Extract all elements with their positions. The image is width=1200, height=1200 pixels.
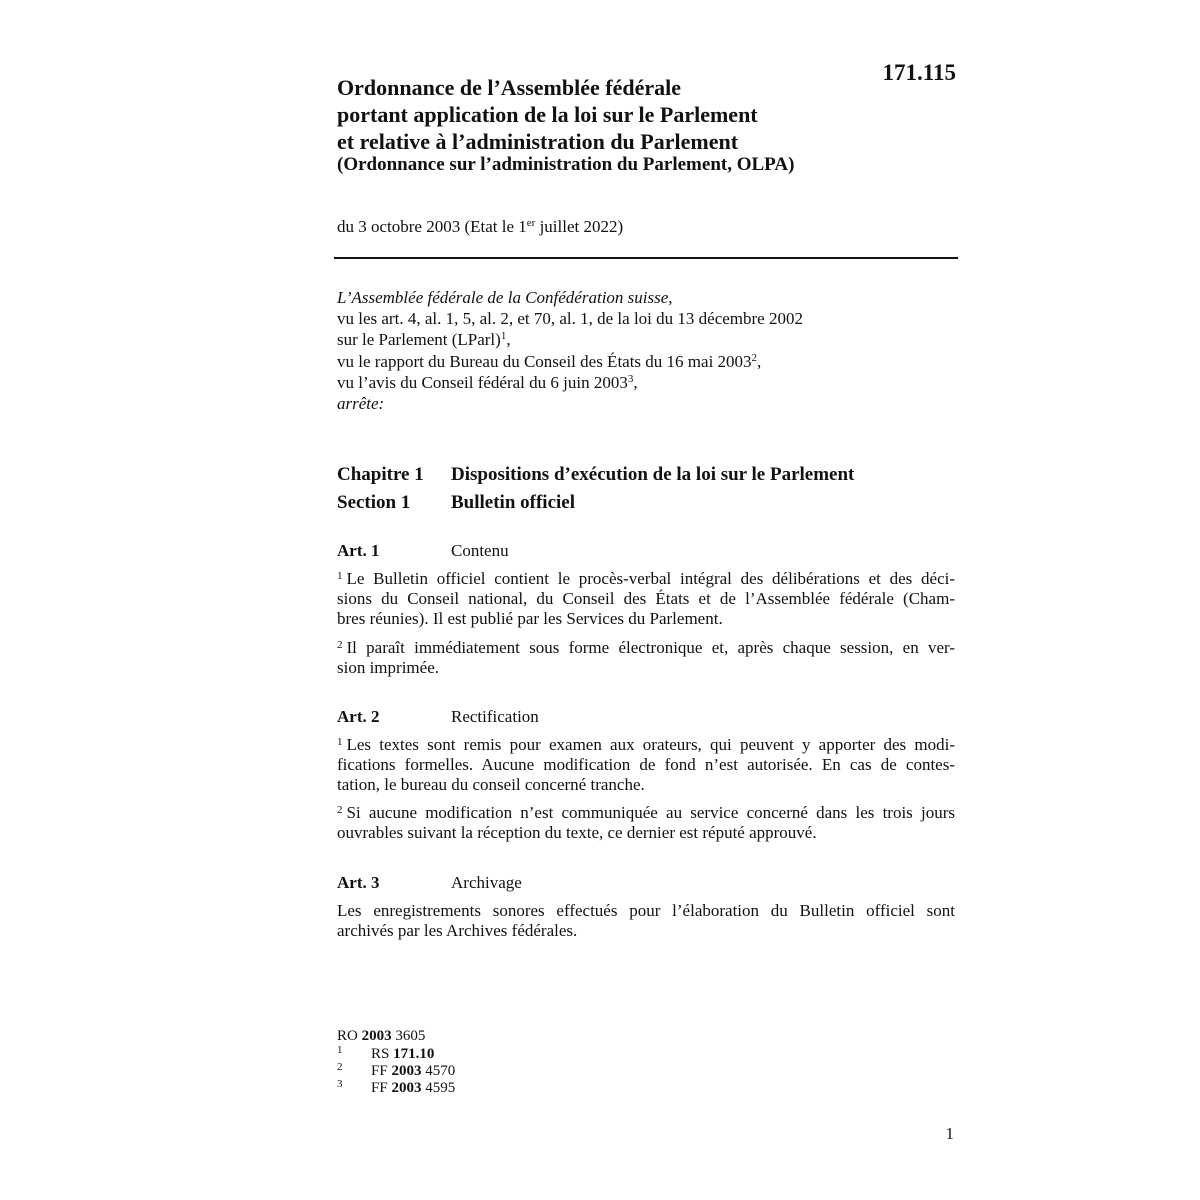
chapter-label: Chapitre 1 — [337, 464, 424, 485]
preamble-line — [337, 372, 957, 393]
title-line: et relative à l’administration du Parlement — [337, 129, 739, 154]
paragraph-line — [337, 569, 955, 589]
chapter-heading — [337, 463, 957, 487]
preamble-authority: L’Assemblée fédérale de la Confédération suisse, — [337, 288, 673, 307]
line-text: Les textes sont remis pour examen aux orateurs, qui peuvent y apporter des modi- — [346, 735, 955, 754]
section-heading — [337, 491, 957, 515]
footnote-rest: 4570 — [421, 1063, 456, 1079]
paragraph-marker: 1 — [337, 570, 343, 582]
date-prefix: du 3 octobre 2003 (Etat le 1 — [337, 217, 527, 236]
line-text: Il paraît immédiatement sous forme électronique et, après chaque session, en ver- — [346, 638, 955, 657]
paragraph-line — [337, 638, 955, 658]
paragraph-line: sions du Conseil national, du Conseil des États et de l’Assemblée fédérale (Cham- — [337, 588, 955, 608]
preamble-text: vu le rapport du Bureau du Conseil des États du 16 mai 2003 — [337, 351, 752, 371]
footnote: 3 FF 2003 4595 — [337, 1078, 456, 1096]
paragraph-line: fications formelles. Aucune modification de fond n’est autorisée. En cas de contes- — [337, 754, 955, 774]
page-number: 1 — [945, 1124, 954, 1143]
title-line: portant application de la loi sur le Parlement — [337, 102, 758, 127]
article-number: Art. 1 — [337, 541, 380, 560]
footnote-bold: 171.10 — [393, 1046, 435, 1062]
preamble-punct: , — [506, 330, 511, 350]
sr-number: 171.115 — [882, 60, 956, 85]
article-heading — [337, 872, 957, 894]
preamble-text: sur le Parlement (LParl) — [337, 330, 501, 350]
preamble-punct: , — [757, 351, 762, 371]
article-paragraph — [337, 803, 955, 843]
footnote-ref-3[interactable]: 3 — [627, 372, 634, 385]
preamble-line: vu les art. 4, al. 1, 5, al. 2, et 70, al. 1, de la loi du 13 décembre 2002 — [337, 309, 803, 329]
section-label: Section 1 — [337, 492, 411, 513]
paragraph-line: Les enregistrements sonores effectués pour l’élaboration du Bulletin officiel sont — [337, 901, 955, 920]
footnote-prefix: FF — [371, 1063, 392, 1079]
footnote-bold: 2003 — [391, 1080, 422, 1096]
document-title — [337, 74, 877, 155]
paragraph-line: archivés par les Archives fédérales. — [337, 920, 578, 940]
article-title: Contenu — [451, 541, 509, 560]
section-title: Bulletin officiel — [451, 492, 576, 513]
preamble-text: vu l’avis du Conseil fédéral du 6 juin 2003 — [337, 372, 628, 392]
ro-year: 2003 — [361, 1028, 392, 1044]
chapter-title: Dispositions d’exécution de la loi sur le Parlement — [451, 464, 855, 485]
paragraph-marker: 2 — [337, 639, 343, 651]
preamble-line — [337, 329, 957, 350]
article-paragraph — [337, 569, 955, 628]
official-compilation-ref — [337, 1027, 425, 1045]
preamble-line — [337, 351, 957, 372]
article-paragraph — [337, 735, 955, 794]
footnote-rest: 4595 — [421, 1080, 456, 1096]
document-subtitle: (Ordonnance sur l’administration du Parlement, OLPA) — [337, 154, 795, 175]
paragraph-line: sion imprimée. — [337, 657, 439, 677]
paragraph-marker: 1 — [337, 736, 343, 748]
article-number: Art. 2 — [337, 707, 380, 726]
ro-prefix: RO — [337, 1028, 362, 1044]
document-date — [337, 216, 937, 238]
footnote-ref-2[interactable]: 2 — [751, 351, 758, 364]
paragraph-marker: 2 — [337, 804, 343, 816]
footnote: 2 FF 2003 4570 — [337, 1061, 456, 1079]
paragraph-line: bres réunies). Il est publié par les Services du Parlement. — [337, 608, 723, 628]
footnote-ref-1[interactable]: 1 — [500, 330, 507, 343]
footnote-prefix: FF — [371, 1080, 392, 1096]
article-heading — [337, 540, 957, 562]
line-text: Si aucune modification n’est communiquée au service concerné dans les trois jours — [346, 803, 955, 822]
paragraph-line — [337, 735, 955, 755]
paragraph-line — [337, 803, 955, 823]
preamble-decree: arrête: — [337, 394, 385, 414]
line-text: Le Bulletin officiel contient le procès-verbal intégral des délibérations et des déci- — [346, 569, 955, 588]
footnote-bold: 2003 — [391, 1063, 422, 1079]
title-line: Ordonnance de l’Assemblée fédérale — [337, 75, 681, 100]
ro-page: 3605 — [391, 1028, 426, 1044]
footnote: 1 RS 171.10 — [337, 1044, 435, 1062]
date-superscript: er — [526, 217, 536, 229]
paragraph-line: ouvrables suivant la réception du texte, ce dernier est réputé approuvé. — [337, 822, 817, 842]
article-title: Archivage — [451, 873, 522, 892]
article-heading — [337, 706, 957, 728]
article-paragraph — [337, 901, 955, 941]
preamble — [337, 287, 957, 414]
date-suffix: juillet 2022) — [535, 217, 624, 236]
article-title: Rectification — [451, 707, 539, 726]
article-paragraph — [337, 638, 955, 678]
article-number: Art. 3 — [337, 873, 380, 892]
header-divider — [334, 257, 958, 259]
preamble-punct: , — [633, 372, 638, 392]
footnote-prefix: RS — [371, 1046, 394, 1062]
paragraph-line: tation, le bureau du conseil concerné tranche. — [337, 774, 645, 794]
